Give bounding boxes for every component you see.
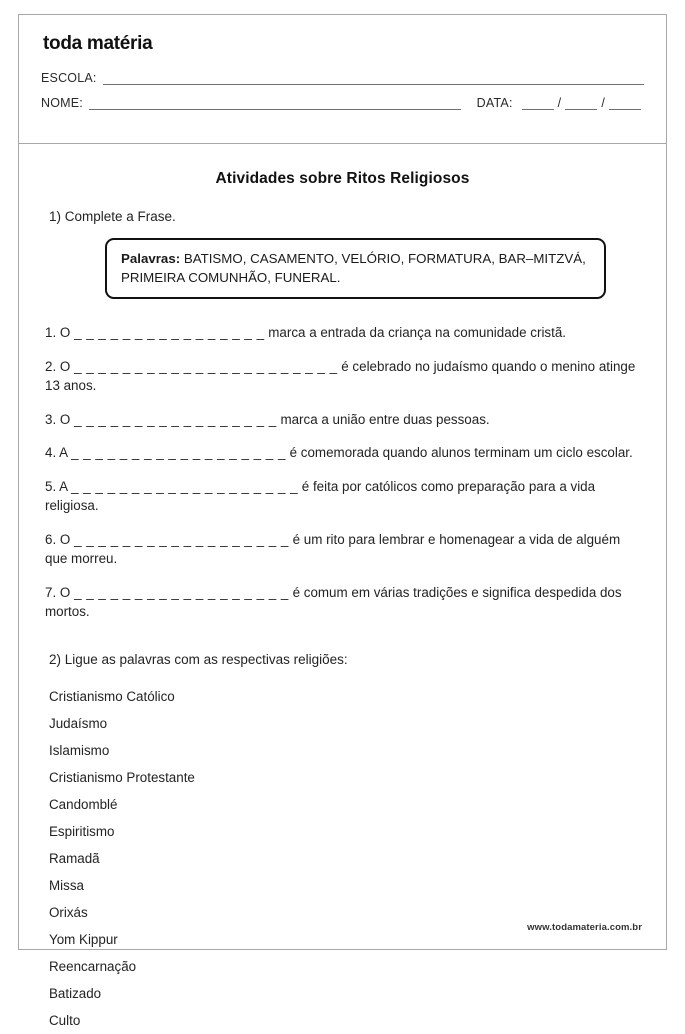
matching-item-rite[interactable]: Culto (49, 1012, 81, 1028)
matching-item-rite[interactable]: Ramadã (49, 850, 100, 866)
matching-item-religion[interactable]: Candomblé (49, 796, 118, 812)
sentence-article: A (59, 478, 68, 494)
fill-in-blank-sentence (45, 357, 640, 396)
escola-label: ESCOLA: (41, 71, 97, 85)
data-day-input[interactable] (522, 98, 554, 110)
sentence-number: 5. (45, 478, 57, 494)
answer-blank[interactable]: _ _ _ _ _ _ _ _ _ _ _ _ _ _ _ _ _ _ (74, 584, 289, 600)
answer-blank[interactable]: _ _ _ _ _ _ _ _ _ _ _ _ _ _ _ _ _ _ (74, 531, 289, 547)
escola-input-line[interactable] (103, 73, 644, 85)
matching-item-rite[interactable]: Yom Kippur (49, 931, 118, 947)
answer-blank[interactable]: _ _ _ _ _ _ _ _ _ _ _ _ _ _ _ _ _ _ _ _ _ _ (74, 358, 338, 374)
fill-in-blank-sentence (45, 323, 640, 343)
sentence-article: O (59, 325, 71, 340)
sentence-text: é comemorada quando alunos terminam um ciclo escolar. (289, 445, 633, 460)
data-month-input[interactable] (565, 98, 597, 110)
fill-in-blank-list (45, 323, 640, 622)
sentence-number: 3. (45, 411, 57, 427)
escola-field-row (41, 71, 644, 85)
fill-in-blank-sentence (45, 443, 640, 463)
answer-blank[interactable]: _ _ _ _ _ _ _ _ _ _ _ _ _ _ _ _ (74, 325, 265, 340)
sentence-number: 4. (45, 445, 57, 460)
answer-blank[interactable]: _ _ _ _ _ _ _ _ _ _ _ _ _ _ _ _ _ (74, 411, 277, 427)
word-bank-prefix: Palavras: (121, 251, 181, 266)
word-bank-box (105, 238, 606, 299)
site-logo: toda matéria (43, 33, 153, 54)
matching-item-religion[interactable]: Islamismo (49, 742, 110, 758)
matching-right-column (49, 845, 249, 1034)
matching-item-religion[interactable]: Espiritismo (49, 823, 115, 839)
worksheet-page (18, 14, 667, 1028)
sentence-article: O (59, 584, 71, 600)
sentence-text: marca a união entre duas pessoas. (280, 411, 490, 427)
sentence-text: é comum em várias tradições e significa despedida dos mortos. (45, 584, 622, 619)
date-separator-1: / (557, 96, 562, 110)
question-1-label: 1) Complete a Frase. (49, 209, 176, 224)
date-separator-2: / (601, 96, 605, 110)
fill-in-blank-sentence (45, 410, 640, 430)
worksheet-content (19, 144, 666, 1034)
matching-item-rite[interactable]: Orixás (49, 904, 88, 920)
nome-input-line[interactable] (89, 98, 461, 110)
sentence-text: é feita por católicos como preparação para a vida religiosa. (45, 478, 596, 513)
sentence-number: 2. (45, 358, 57, 374)
student-info-header (19, 15, 666, 144)
sentence-text: é um rito para lembrar e homenagear a vida de alguém que morreu. (45, 531, 621, 566)
matching-item-religion[interactable]: Cristianismo Protestante (49, 769, 195, 785)
sentence-article: O (59, 358, 71, 374)
matching-left-column (49, 683, 449, 845)
sentence-number: 6. (45, 531, 57, 547)
data-field-group (461, 96, 644, 110)
word-bank-words: BATISMO, CASAMENTO, VELÓRIO, FORMATURA, BAR–MITZVÁ, PRIMEIRA COMUNHÃO, FUNERAL. (121, 251, 586, 285)
matching-item-religion[interactable]: Judaísmo (49, 715, 108, 731)
matching-item-rite[interactable]: Missa (49, 877, 84, 893)
matching-item-rite[interactable]: Reencarnação (49, 958, 137, 974)
sentence-article: O (59, 531, 71, 547)
question-2-label: 2) Ligue as palavras com as respectivas religiões: (49, 651, 348, 667)
matching-item-religion[interactable]: Cristianismo Católico (49, 688, 175, 704)
sentence-number: 1. (45, 325, 57, 340)
page-title: Atividades sobre Ritos Religiosos (215, 170, 470, 187)
answer-blank[interactable]: _ _ _ _ _ _ _ _ _ _ _ _ _ _ _ _ _ _ _ (71, 478, 299, 494)
fill-in-blank-sentence (45, 477, 640, 516)
sentence-article: O (59, 411, 71, 427)
nome-label: NOME: (41, 96, 83, 110)
matching-item-rite[interactable]: Batizado (49, 985, 102, 1001)
data-year-input[interactable] (609, 98, 641, 110)
data-label: DATA: (476, 96, 513, 110)
sentence-text: marca a entrada da criança na comunidade cristã. (268, 325, 566, 340)
footer-url: www.todamateria.com.br (527, 922, 642, 933)
sentence-article: A (59, 445, 68, 460)
fill-in-blank-sentence (45, 530, 640, 569)
sentence-number: 7. (45, 584, 57, 600)
sentence-text: é celebrado no judaísmo quando o menino atinge 13 anos. (45, 358, 636, 393)
matching-exercise (49, 683, 640, 1034)
nome-field-row (41, 96, 644, 110)
answer-blank[interactable]: _ _ _ _ _ _ _ _ _ _ _ _ _ _ _ _ _ _ (71, 445, 286, 460)
fill-in-blank-sentence (45, 583, 640, 622)
